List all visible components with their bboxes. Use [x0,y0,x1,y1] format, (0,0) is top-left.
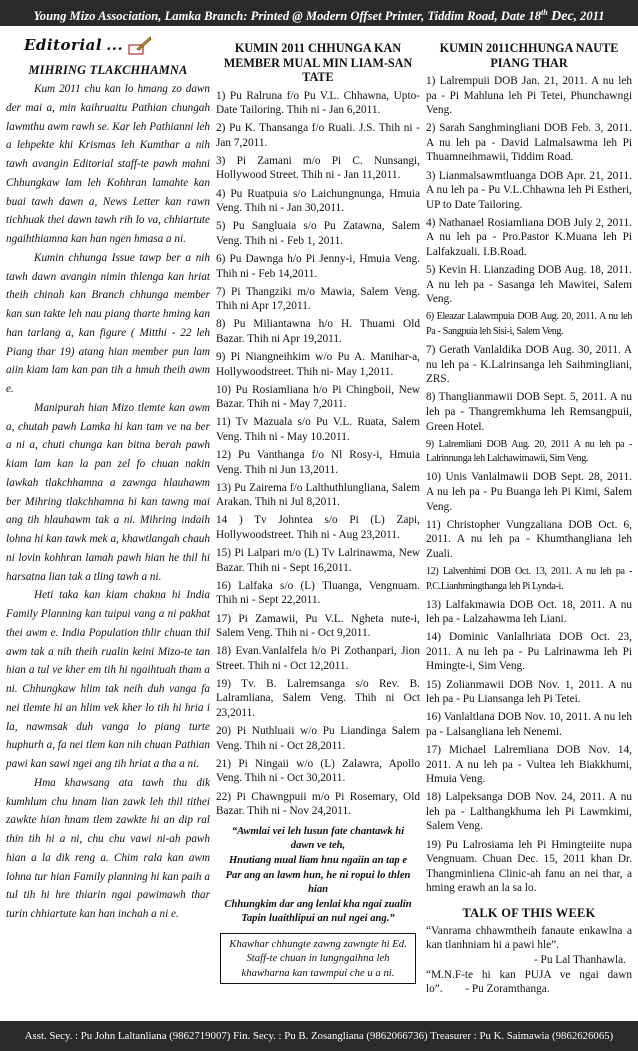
verse-line: “Awmlai vei leh lusun fate chantawk hi dawn ve teh, [231,825,405,852]
obituary-item: 18) Evan.Vanlalfela h/o Pi Zothanpari, Jion Street. Thih ni - Oct 12,2011. [216,645,420,672]
obituary-item: 13) Pu Zairema f/o Lalthuthlungliana, Salem Arakan. Thih ni Jul 8,2011. [216,481,420,509]
editorial-body [6,80,210,924]
masthead-date-suffix: th [541,8,548,17]
talk-attribution: - Pu Lal Thanhawla. [533,954,626,967]
masthead-month: Dec [547,9,574,25]
quill-pen-icon [127,35,153,55]
birth-item: 16) Vanlaltlana DOB Nov. 10, 2011. A nu leh pa - Lalsangliana leh Nenemi. [426,711,632,738]
memorial-verse [216,825,420,927]
editorial-label-text: Editorial [24,36,103,54]
birth-item: 3) Lianmalsawmtluanga DOB Apr. 21, 2011. A nu leh pa - Pu V.L.Chhawna leh Pi Estheri, UP to Date Tailoring. [426,169,632,211]
birth-item: 19) Pu Lalrosiama leh Pi Hmingteiite nupa Vengnuam. Chuan Dec. 15, 2011 khan Dr. Thangminliena Clinic-ah fanu an nei thar, a hming erawh an la sa lo. [426,838,632,895]
editorial-headline: MIHRING TLAKCHHAMNA [28,63,188,77]
obituary-item: 22) Pi Chawngpuii m/o Pi Rosemary, Old Bazar. Thih ni - Nov 24,2011. [216,790,420,818]
obituary-item: 14 ) Tv Johntea s/o Pi (L) Zapi, Hollywoodstreet. Thih ni - Aug 23,2011. [216,514,420,542]
talk-quote-text: “M.N.F-te hi kan PUJA ve ngai dawn lo”. [426,968,632,996]
editorial-column [6,33,210,924]
obituary-item: 1) Pu Ralruna f/o Pu V.L. Chhawna, Upto-Date Tailoring. Thih ni - Jan 6,2011. [216,89,420,117]
obituary-heading: KUMIN 2011 CHHUNGA KAN MEMBER MUAL MIN LIAM-SAN TATE [223,41,413,84]
birth-item: 15) Zolianmawii DOB Nov. 1, 2011. A nu leh pa - Pu Liansanga leh Pi Tetei. [426,678,632,706]
editorial-paragraph: Kum 2011 chu kan lo hmang zo dawn der mai a, min kaihruaitu Pathian chungah lawmthu awm rawh se. Kar leh Pathianni leh a lehpekte khi Krismas leh Kumthar a nih tawh avangin Editorial staff-te pawh mahni Chhungkaw lam leh Kohhran lamahte kan buai tawh dawn a, News Letter kan rawn tichhuak thei dawn tawh rih lo va, chhiartute ngaihthiamna kan han ngen hmasa a ni. [6,83,210,245]
birth-item: 5) Kevin H. Lianzading DOB Aug. 18, 2011. A nu leh pa - Sasanga leh Mawitei, Salem Veng. [426,264,632,306]
obituary-item: 19) Tv. B. Lalremsanga s/o Rev. B. Lalramliana, Salem Veng. Thih ni Oct 23,2011. [216,677,420,720]
masthead-bar [0,0,638,26]
obituary-item: 21) Pi Ningaii w/o (L) Zalawra, Apollo Veng. Thih ni - Oct 30,2011. [216,757,420,785]
masthead-text: Young Mizo Association, Lamka Branch: Printed @ Modern Offset Printer, Tiddim Road, Date 18 [33,9,541,24]
talk-attribution: - Pu Zoramthanga. [465,983,550,996]
obituary-item: 6) Pu Dawnga h/o Pi Jenny-i, Hmuia Veng. Thih ni - Feb 14,2011. [216,252,420,280]
birth-item: 17) Michael Lalremliana DOB Nov. 14, 2011. A nu leh pa - Vultea leh Biakkhumi, Hmuia Veng. [426,743,632,786]
obituary-item: 11) Tv Mazuala s/o Pu V.L. Ruata, Salem Veng. Thih ni - May 10.2011. [216,416,420,443]
obituary-item: 9) Pi Niangneihkim w/o Pu A. Manihar-a, Hollywoodstreet. Thih ni- May 1,2011. [216,351,420,378]
birth-item: 4) Nathanael Rosiamliana DOB July 2, 2011. A nu leh pa - Pro.Pastor K.Muana leh Pi Lalfakzuali. I.B.Road. [426,216,632,259]
talk-heading: TALK OF THIS WEEK [462,905,596,920]
obituary-item: 20) Pi Nuthluaii w/o Pu Liandinga Salem Veng. Thih ni - Oct 28,2011. [216,725,420,752]
birth-item: 18) Lalpeksanga DOB Nov. 24, 2011. A nu leh pa - Lalthangkhuma leh Pi Lawmkimi, Salem Veng. [426,791,632,833]
birth-item: 1) Lalrempuii DOB Jan. 21, 2011. A nu leh pa - Pi Mahluna leh Pi Tetei, Phunchawngi Veng. [426,75,632,117]
verse-line: Hnutiang mual liam hnu ngaiin an tap e Par ang an lawm hun, he ni ropui lo thlen hian [225,854,411,896]
birth-item: 14) Dominic Vanlalhriata DOB Oct. 23, 2011. A nu leh pa - Pu Lalrinawma leh Pi Hmingte-i, Sim Veng. [426,631,632,673]
editorial-paragraph: Kumin chhunga Issue tawp ber a nih tawh dawn avangin nimin thlenga kan hriat theih chinah kan Branch chhunga member kan sun takte leh nau piang tharte hming kan han tarlang a, kan figure ( Mitthi - 22 leh Piang thar 19) atang hian member pun lam aiin kiam lam kan pan tih a hmuh theih awm e. [6,251,210,395]
births-column [426,33,632,997]
obituary-item: 2) Pu K. Thansanga f/o Ruali. J.S. Thih ni - Jan 7,2011. [216,122,420,149]
condolence-box: Khawhar chhungte zawng zawngte hi Ed. Staff-te chuan in lungngaihna leh khawharna kan tawmpui che u a ni. [220,933,416,984]
obituary-item: 7) Pi Thangziki m/o Mawia, Salem Veng. Thih ni Apr 17,2011. [216,285,420,313]
obituary-list [216,89,420,819]
verse-line: Chhungkim dar ang lenlai kha ngai zualin [224,898,412,910]
obituary-column [216,33,420,984]
masthead-year: , 2011 [573,9,605,24]
obituary-item: 12) Pu Vanthanga f/o Nl Rosy-i, Hmuia Veng. Thih ni Jun 13,2011. [216,449,420,476]
birth-item: 11) Christopher Vungzaliana DOB Oct. 6, 2011. A nu leh pa - Khumthangliana leh Zuali. [426,518,632,560]
obituary-item: 17) Pi Zamawii, Pu V.L. Ngheta nute-i, Salem Veng. Thih ni - Oct 9,2011. [216,612,420,640]
births-heading: KUMIN 2011CHHUNGA NAUTE PIANG THAR [439,41,619,70]
talk-quote: “Vanrama chhawmtheih fanaute enkawlna a kan tlanhniam hi a pawi hle”. [426,924,632,952]
obituary-item: 16) Lalfaka s/o (L) Tluanga, Vengnuam. Thih ni - Sept 22,2011. [216,579,420,607]
birth-item: 7) Gerath Vanlaldika DOB Aug. 30, 2011. A nu leh pa - K.Lalrinsanga leh Saihmingliani, ZRS. [426,344,632,386]
birth-item: 8) Thanglianmawii DOB Sept. 5, 2011. A nu leh pa - Thangremkhuma leh Remsangpuii, Green Hotel. [426,391,632,433]
verse-line: Tapin luaithlipui an nul ngei ang.” [241,913,395,925]
obituary-item: 15) Pi Lalpari m/o (L) Tv Lalrinawma, New Bazar. Thih ni - Sept 16,2011. [216,547,420,574]
talk-section [426,924,632,997]
talk-quote [426,968,632,997]
birth-item: 9) Lalremliani DOB Aug. 20, 2011 A nu leh pa - Lalrinnunga leh Lalchawimawii, Sim Veng. [426,438,632,465]
obituary-item: 3) Pi Zamani m/o Pi C. Nunsangi, Hollywood Street. Thih ni - Jan 11,2011. [216,154,420,182]
birth-item: 6) Eleazar Lalawmpuia DOB Aug. 20, 2011. A nu leh Pa - Sangpuia leh Sisi-i, Salem Veng. [426,311,632,337]
obituary-item: 8) Pu Miliantawna h/o H. Thuami Old Bazar. Thih ni Apr 19,2011. [216,318,420,345]
birth-item: 12) Lalvenhimi DOB Oct. 13, 2011. A nu leh pa - P.C.Lianhmingthanga leh Pi Lynda-i. [426,565,632,592]
obituary-item: 10) Pu Rosiamliana h/o Pi Chingboii, New Bazar. Thih ni - May 7,2011. [216,383,420,411]
obituary-item: 4) Pu Ruatpuia s/o Laichungnunga, Hmuia Veng. Thih ni - Jan 30,2011. [216,187,420,215]
births-list [426,74,632,896]
birth-item: 13) Lalfakmawia DOB Oct. 18, 2011. A nu leh pa - Lalzahawma leh Liani. [426,598,632,626]
editorial-paragraph: Heti taka kan kiam chakna hi India Family Planning kan tuipui vang a ni pakhat thei awm e. India Population thlir chuan thil awm tak a nih theih rualin keini Mizo-te tan hian a tul ve kher em tih hi ngaihtuah tham a ni. Chhungkaw hlim tak neih duh vanga fa nei tlemte hi an hlim vek kher lo tih hi hria i la, nawmsak duh vanga lo piang turte huphurh a, fa nei tlem kan nih chuan Pathian pawi kan sawi ngei ang tih hriat a tha a ni. [6,589,210,770]
obituary-item: 5) Pu Sangluaia s/o Pu Zatawna, Salem Veng. Thih ni - Feb 1, 2011. [216,220,420,247]
birth-item: 2) Sarah Sanghmingliani DOB Feb. 3, 2011. A nu leh pa - David Lalmalsawma leh Pi Thuamneihmawii, Tiddim Road. [426,122,632,164]
footer-bar [0,1021,638,1051]
editorial-dots: ... [106,36,124,54]
editorial-paragraph: Hma khawsang ata tawh thu dik kumhlum chu hnam lian zawk leh thil tithei zawkte hian hnam tlem zawkte hi an dip ral thin tih hi a ni, chu chu vawi ni-ah pawh hian a la dik reng a. Chim rala kan awm lohna tur hian Family planning hi kan paih a tul tih hi hre thiarin ngai pawimawh thar turin chhiartute kan han inchah a ni e. [6,776,210,920]
editorial-label [24,33,210,57]
birth-item: 10) Unis Vanlalmawii DOB Sept. 28, 2011. A nu leh pa - Pu Buanga leh Pi Kimi, Salem Veng. [426,471,632,513]
editorial-paragraph: Manipurah hian Mizo tlemte kan awm a, chutah pawh Lamka hi kan tam ve na ber a ni a, chuti chunga kan bitna berah pawh kiam lam kan la pan zel fo chuan nakin lawkah tlakchhamna a zawnga hlauhawm ber Mihring tlakchhamna hi kan tawng mai ang tih hlauhawm tak a ni. Mihring indaih lohna hi kan tawk mek a, khawtlangah chauh ni lovin kohhran lamah pawh hian he thil hi harsatna lian tak a tling tawh a ni. [6,401,210,583]
footer-officers: Asst. Secy. : Pu John Laltanliana (9862719007) Fin. Secy. : Pu B. Zosangliana (9862066736) Treasurer : Pu K. Saimawia (9862626065) [24,1030,614,1042]
